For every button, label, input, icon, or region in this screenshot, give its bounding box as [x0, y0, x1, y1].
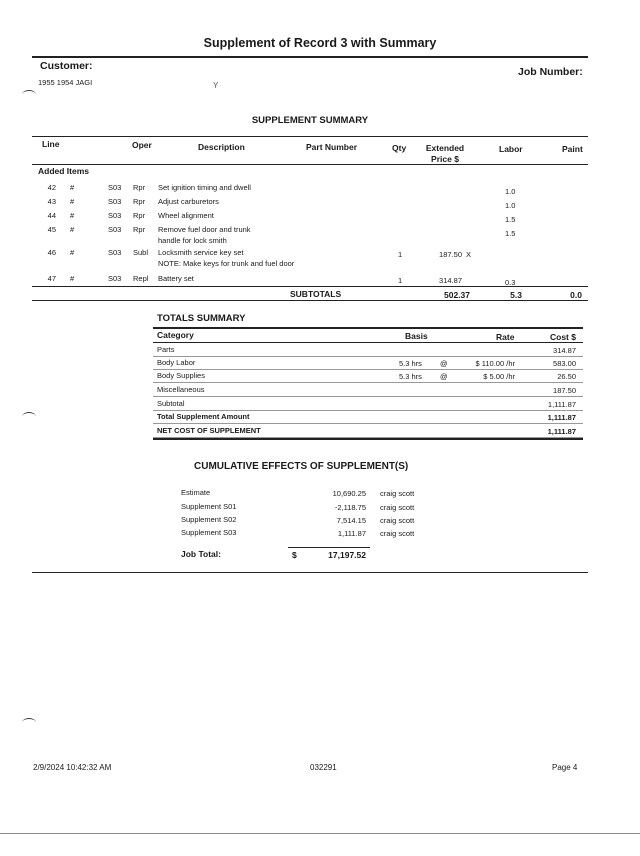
totals-row-rule	[153, 396, 583, 397]
cumulative-label: Estimate	[181, 488, 211, 497]
line-oper: Subl	[133, 248, 149, 257]
job-total-label: Job Total:	[181, 549, 221, 559]
col-part-number: Part Number	[306, 142, 358, 152]
totals-cost: 314.87	[553, 346, 576, 355]
line-description: Locksmith service key set	[158, 248, 244, 257]
line-price: 187.50	[439, 250, 462, 259]
line-labor: 1.0	[505, 187, 516, 196]
subtotal-price: 502.37	[444, 290, 470, 300]
subtotal-labor: 5.3	[510, 290, 522, 300]
summary-header-rule-top	[32, 136, 588, 137]
footer-timestamp: 2/9/2024 10:42:32 AM	[33, 763, 112, 772]
footer-code: 032291	[310, 763, 337, 772]
line-mark: #	[70, 183, 75, 192]
line-qty: 1	[398, 250, 403, 259]
line-description-cont: handle for lock smith	[158, 236, 227, 245]
cumulative-amount: 7,514.15	[336, 516, 366, 525]
totals-row-rule	[153, 382, 583, 383]
col-paint: Paint	[562, 144, 583, 154]
totals-rate: $ 110.00 /hr	[475, 359, 515, 368]
line-supplement: S03	[108, 211, 122, 220]
totals-cost: 1,111.87	[547, 400, 576, 409]
line-oper: Rpr	[133, 211, 146, 220]
line-labor: 1.5	[505, 229, 516, 238]
col-description: Description	[198, 142, 245, 152]
line-description-cont: NOTE: Make keys for trunk and fuel door	[158, 259, 295, 268]
line-oper: Rpr	[133, 183, 146, 192]
subtotals-label: SUBTOTALS	[290, 289, 342, 299]
line-description: Adjust carburetors	[158, 197, 219, 206]
line-description: Battery set	[158, 274, 194, 283]
line-description: Set ignition timing and dwell	[158, 183, 251, 192]
col-qty: Qty	[392, 143, 407, 153]
totals-col-rate: Rate	[496, 332, 515, 342]
line-flag: X	[466, 250, 472, 259]
line-oper: Rpr	[133, 197, 146, 206]
totals-category: NET COST OF SUPPLEMENT	[157, 426, 261, 435]
totals-category: Subtotal	[157, 399, 185, 408]
line-description: Wheel alignment	[158, 211, 214, 220]
line-number: 42	[47, 183, 56, 192]
at-symbol: @	[440, 359, 448, 368]
line-number: 44	[47, 211, 56, 220]
scan-artifact	[22, 718, 36, 727]
col-line: Line	[42, 139, 60, 149]
line-mark: #	[70, 197, 75, 206]
line-mark: #	[70, 248, 75, 257]
vehicle-description: 1955 1954 JAGI	[38, 78, 93, 87]
stray-mark: Y	[213, 81, 219, 90]
cumulative-amount: -2,118.75	[334, 503, 366, 512]
line-number: 47	[47, 274, 56, 283]
cumulative-author: craig scott	[380, 516, 415, 525]
cumulative-title: CUMULATIVE EFFECTS OF SUPPLEMENT(S)	[194, 461, 409, 472]
col-oper: Oper	[132, 140, 152, 150]
col-extended: Extended	[425, 143, 465, 153]
line-labor: 0.3	[505, 278, 516, 287]
totals-category: Body Supplies	[157, 371, 205, 380]
scan-artifact	[22, 412, 36, 421]
line-price: 314.87	[439, 276, 462, 285]
line-supplement: S03	[108, 248, 122, 257]
line-mark: #	[70, 225, 75, 234]
line-number: 43	[47, 197, 56, 206]
totals-row-rule	[153, 369, 583, 370]
line-number: 45	[47, 225, 56, 234]
cumulative-label: Supplement S02	[181, 515, 237, 524]
totals-summary-title: TOTALS SUMMARY	[157, 313, 246, 324]
totals-col-category: Category	[157, 330, 194, 340]
totals-rule-top	[153, 327, 583, 329]
job-number-label: Job Number:	[518, 66, 583, 78]
line-oper: Rpr	[133, 225, 146, 234]
subtotal-paint: 0.0	[570, 290, 582, 300]
totals-cost: 583.00	[553, 359, 576, 368]
totals-rate: $ 5.00 /hr	[483, 372, 515, 381]
job-total-rule	[288, 547, 370, 548]
totals-cost: 187.50	[553, 386, 576, 395]
line-supplement: S03	[108, 183, 122, 192]
line-labor: 1.5	[505, 215, 516, 224]
line-labor: 1.0	[505, 201, 516, 210]
scan-artifact	[22, 90, 36, 99]
line-supplement: S03	[108, 225, 122, 234]
line-supplement: S03	[108, 274, 122, 283]
col-labor: Labor	[499, 144, 523, 154]
added-items-label: Added Items	[38, 166, 90, 176]
totals-col-basis: Basis	[405, 331, 428, 341]
line-qty: 1	[398, 276, 403, 285]
totals-category: Miscellaneous	[157, 385, 205, 394]
line-supplement: S03	[108, 197, 122, 206]
job-total-amount: 17,197.52	[328, 550, 366, 560]
totals-basis: 5.3 hrs	[399, 372, 422, 381]
totals-row-rule	[153, 410, 583, 411]
cumulative-label: Supplement S03	[181, 528, 237, 537]
totals-category: Total Supplement Amount	[157, 412, 250, 421]
footer-page: Page 4	[552, 763, 578, 772]
totals-category: Parts	[157, 345, 175, 354]
totals-rule-bottom	[153, 438, 583, 440]
title-rule	[32, 56, 588, 58]
summary-header-rule-bottom	[32, 164, 588, 165]
totals-category: Body Labor	[157, 358, 196, 367]
col-price: Price $	[431, 154, 459, 164]
cumulative-label: Supplement S01	[181, 502, 237, 511]
cumulative-author: craig scott	[380, 489, 415, 498]
totals-cost: 1,111.87	[547, 427, 576, 436]
at-symbol: @	[440, 372, 448, 381]
section-end-rule	[32, 572, 588, 573]
customer-label: Customer:	[40, 60, 93, 72]
subtotal-rule-top	[32, 286, 588, 287]
totals-row-rule	[153, 423, 583, 424]
line-number: 46	[47, 248, 56, 257]
supplement-summary-title: SUPPLEMENT SUMMARY	[251, 115, 369, 126]
line-mark: #	[70, 211, 75, 220]
totals-row-rule	[153, 356, 583, 357]
subtotal-rule-bottom	[32, 300, 588, 301]
totals-rule-header	[153, 342, 583, 343]
cumulative-amount: 10,690.25	[332, 489, 366, 498]
totals-cost: 1,111.87	[547, 413, 576, 422]
totals-cost: 26.50	[557, 372, 576, 381]
job-total-currency: $	[292, 550, 297, 560]
totals-basis: 5.3 hrs	[399, 359, 422, 368]
line-description: Remove fuel door and trunk	[158, 225, 251, 234]
cumulative-author: craig scott	[380, 529, 415, 538]
line-mark: #	[70, 274, 75, 283]
totals-col-cost: Cost $	[550, 332, 576, 342]
cumulative-author: craig scott	[380, 503, 415, 512]
cumulative-amount: 1,111.87	[337, 529, 366, 538]
scan-edge-line	[0, 833, 640, 834]
line-oper: Repl	[133, 274, 149, 283]
document-title: Supplement of Record 3 with Summary	[203, 36, 437, 50]
